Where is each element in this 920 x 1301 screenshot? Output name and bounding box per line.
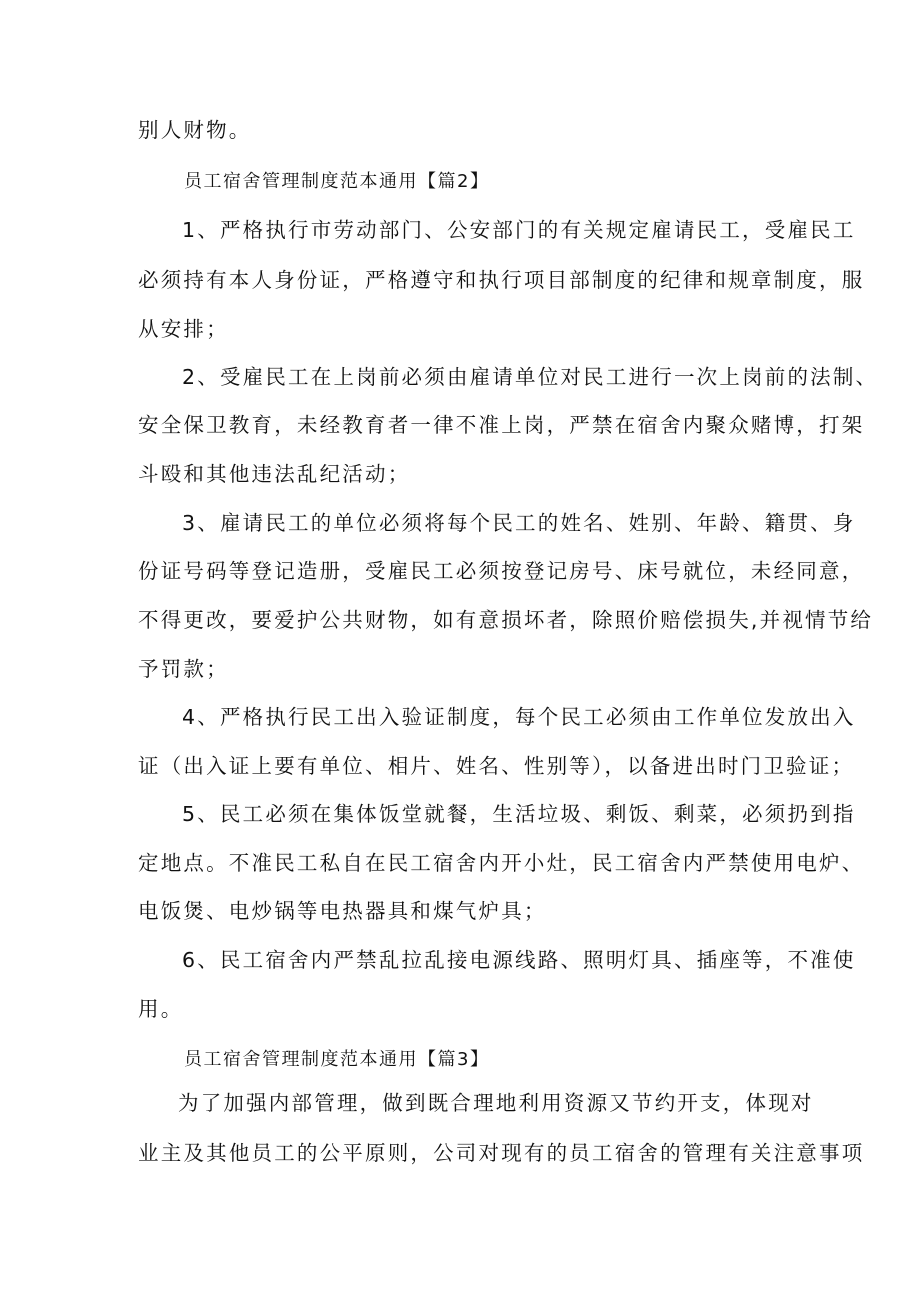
item-5-line-1: 5、民工必须在集体饭堂就餐，生活垃圾、剩饭、剩菜，必须扔到指 bbox=[182, 802, 856, 826]
section-heading-3: 员工宿舍管理制度范本通用【篇3】 bbox=[184, 1049, 490, 1070]
item-4-line-2: 证（出入证上要有单位、相片、姓名、性别等），以备进出时门卫验证； bbox=[138, 754, 855, 778]
item-1-line-3: 从安排； bbox=[138, 317, 229, 341]
section-3-line-2: 业主及其他员工的公平原则，公司对现有的员工宿舍的管理有关注意事项 bbox=[138, 1141, 865, 1165]
item-1-line-1: 1、严格执行市劳动部门、公安部门的有关规定雇请民工，受雇民工 bbox=[182, 218, 856, 242]
item-4-line-1: 4、严格执行民工出入验证制度，每个民工必须由工作单位发放出入 bbox=[182, 705, 856, 729]
section-heading-2: 员工宿舍管理制度范本通用【篇2】 bbox=[184, 171, 490, 192]
item-2-line-1: 2、受雇民工在上岗前必须由雇请单位对民工进行一次上岗前的法制、 bbox=[182, 365, 879, 389]
section-3-line-1: 为了加强内部管理，做到既合理地利用资源又节约开支，体现对 bbox=[178, 1091, 814, 1115]
item-3-line-4: 予罚款； bbox=[138, 657, 229, 681]
item-5-line-3: 电饭煲、电炒锅等电热器具和煤气炉具； bbox=[138, 899, 547, 923]
item-2-line-3: 斗殴和其他违法乱纪活动； bbox=[138, 462, 411, 486]
item-3-line-2: 份证号码等登记造册，受雇民工必须按登记房号、床号就位，未经同意， bbox=[138, 559, 865, 583]
text-line-1: 别人财物。 bbox=[138, 118, 252, 142]
item-2-line-2: 安全保卫教育，未经教育者一律不准上岗，严禁在宿舍内聚众赌博，打架 bbox=[138, 413, 865, 437]
item-1-line-2: 必须持有本人身份证，严格遵守和执行项目部制度的纪律和规章制度，服 bbox=[138, 268, 865, 292]
item-6-line-1: 6、民工宿舍内严禁乱拉乱接电源线路、照明灯具、插座等，不准使 bbox=[182, 948, 856, 972]
item-3-line-1: 3、雇请民工的单位必须将每个民工的姓名、姓别、年龄、籍贯、身 bbox=[182, 511, 856, 535]
item-6-line-2: 用。 bbox=[138, 997, 184, 1021]
item-3-line-3: 不得更改，要爱护公共财物，如有意损坏者，除照价赔偿损失,并视情节给 bbox=[138, 608, 874, 632]
item-5-line-2: 定地点。不准民工私自在民工宿舍内开小灶，民工宿舍内严禁使用电炉、 bbox=[138, 851, 865, 875]
